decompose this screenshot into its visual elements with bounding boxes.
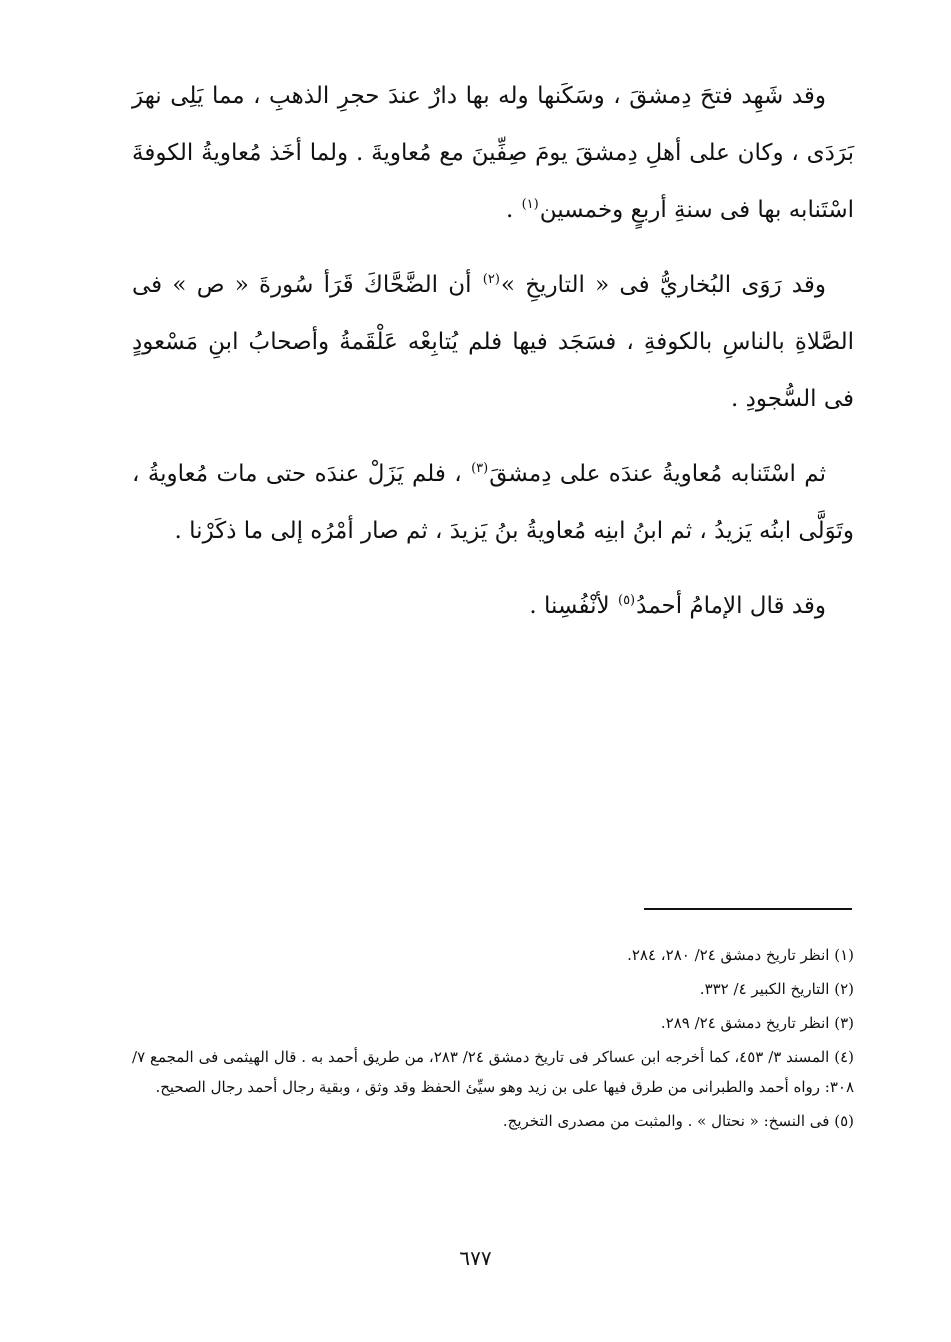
paragraph-text-cont: أن الضَّحَّاكَ قَرَأ سُورةَ « ص » فى الصَّلاةِ بالناسِ بالكوفةِ ، فسَجَد فيها فلم يُتابِعْه عَلْقَمةُ وأصحابُ ابنِ مَسْعودٍ فى السُّجودِ . — [132, 272, 854, 412]
paragraph-text: وقد شَهِد فتحَ دِمشقَ ، وسَكَنها وله بها دارٌ عندَ حجرِ الذهبِ ، مما يَلِى نهرَ بَرَدَى ، وكان على أهلِ دِمشقَ يومَ صِفِّينَ مع مُعاويةَ . ولما أخَذ مُعاويةُ الكوفةَ اسْتَنابه بها فى سنةِ أربعٍ وخمسين — [132, 83, 854, 223]
paragraph-4 — [132, 578, 854, 635]
paragraph-text-cont: ، فلم يَزَلْ عندَه حتى مات مُعاويةُ ، وتَوَلَّى ابنُه يَزيدُ ، ثم ابنُ ابنِه مُعاويةُ بنُ يَزيدَ ، ثم صار أمْرُه إلى ما ذكَرْنا . — [132, 461, 854, 544]
paragraph-2 — [132, 257, 854, 428]
footnote-1: (١) انظر تاريخ دمشق ٢٤/ ٢٨٠، ٢٨٤. — [627, 946, 854, 964]
footnote-3: (٣) انظر تاريخ دمشق ٢٤/ ٢٨٩. — [660, 1014, 854, 1032]
footnote-ref-2: (٢) — [482, 272, 500, 288]
paragraph-text-cont: . — [505, 197, 521, 223]
main-text — [132, 68, 854, 653]
paragraph-1 — [132, 68, 854, 239]
footnote-separator — [644, 908, 852, 910]
footnotes — [132, 940, 854, 1140]
footnote-ref-3: (٣) — [471, 461, 489, 477]
footnote-4: (٤) المسند ٣/ ٤٥٣، كما أخرجه ابن عساكر فى تاريخ دمشق ٢٤/ ٢٨٣، من طريق أحمد به . قال الهيثمى فى المجمع ٧/ ٣٠٨: رواه أحمد والطبرانى من طرق فيها على بن زيد وهو سيِّئ الحفظ وقد وثق ، وبقية رجال أحمد رجال الصحيح. — [132, 1048, 854, 1096]
paragraph-3 — [132, 446, 854, 560]
footnote-5: (٥) فى النسخ: « نحتال » . والمثبت من مصدرى التخريج. — [502, 1112, 854, 1130]
page-number: ٦٧٧ — [459, 1246, 492, 1270]
paragraph-text: وقد رَوَى البُخاريُّ فى « التاريخِ » — [500, 272, 826, 298]
paragraph-text-cont: لأنْفُسِنا . — [529, 593, 617, 619]
footnote-ref-4: (٥) — [617, 593, 636, 609]
footnote-2: (٢) التاريخ الكبير ٤/ ٣٣٢. — [699, 980, 854, 998]
paragraph-text: ثم اسْتَنابه مُعاويةُ عندَه على دِمشقَ — [489, 461, 826, 487]
footnote-ref-1: (١) — [521, 197, 539, 213]
paragraph-text: وقد قال الإمامُ أحمدُ — [636, 593, 826, 619]
